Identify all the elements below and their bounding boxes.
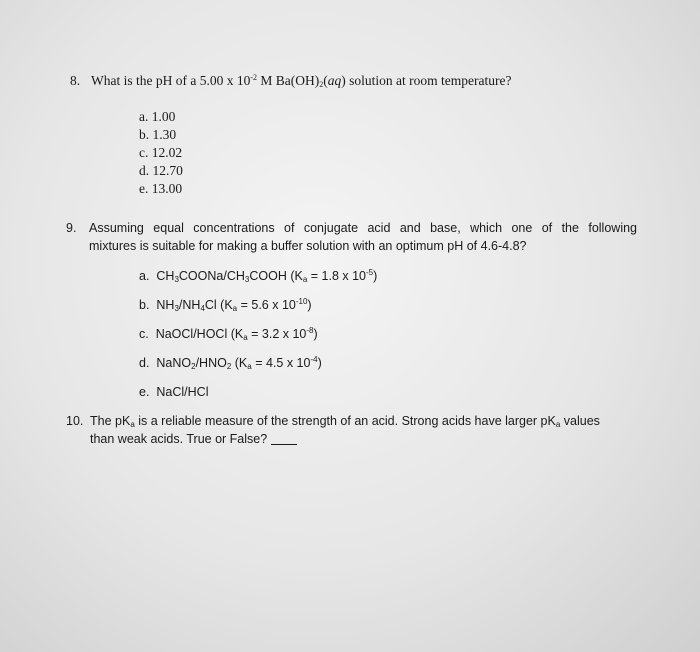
q8-number: 8. bbox=[70, 73, 81, 88]
q9-stem-line2: mixtures is suitable for making a buffer solution with an optimum pH of 4.6-4.8? bbox=[89, 239, 527, 253]
q9-option-e: e. NaCl/HCl bbox=[139, 385, 209, 399]
q9-stem-line1: Assuming equal concentrations of conjugate acid and base, which one of the following bbox=[89, 221, 637, 235]
q9-option-d: d. $NaNO_2/HNO_2$ ($K_a = 4.5$ x $10^{-4}$) bbox=[139, 355, 322, 371]
q8-option-e: e. 13.00 bbox=[139, 181, 183, 196]
answer-blank[interactable] bbox=[271, 444, 297, 445]
q8-option-b: b. 1.30 bbox=[139, 127, 177, 142]
q9-option-c: c. NaOCl/HOCl ($K_a = 3.2$ x $10^{-8}$) bbox=[139, 326, 318, 342]
q9-number: 9. bbox=[66, 221, 77, 235]
q10-number: 10. bbox=[66, 414, 84, 428]
q10-stem-line2: than weak acids. True or False? bbox=[90, 432, 297, 446]
q8-option-a: a. 1.00 bbox=[139, 109, 176, 124]
q9-option-b: b. $NH_3/NH_4Cl$ ($K_a = 5.6$ x $10^{-10}$) bbox=[139, 297, 312, 313]
q8-option-d: d. 12.70 bbox=[139, 163, 183, 178]
q8-stem: What is the pH of a 5.00 x $10^{-2}$ M $Ba(OH)_2(aq)$ solution at room temperature? bbox=[91, 73, 512, 89]
q10-stem-line1: The $pK_a$ is a reliable measure of the strength of an acid. Strong acids have larger $pK_a$ values bbox=[90, 414, 600, 429]
q9-option-a: a. $CH_3COONa/CH_3COOH$ ($K_a = 1.8$ x $10^{-5}$) bbox=[139, 268, 378, 284]
q8-option-c: c. 12.02 bbox=[139, 145, 183, 160]
